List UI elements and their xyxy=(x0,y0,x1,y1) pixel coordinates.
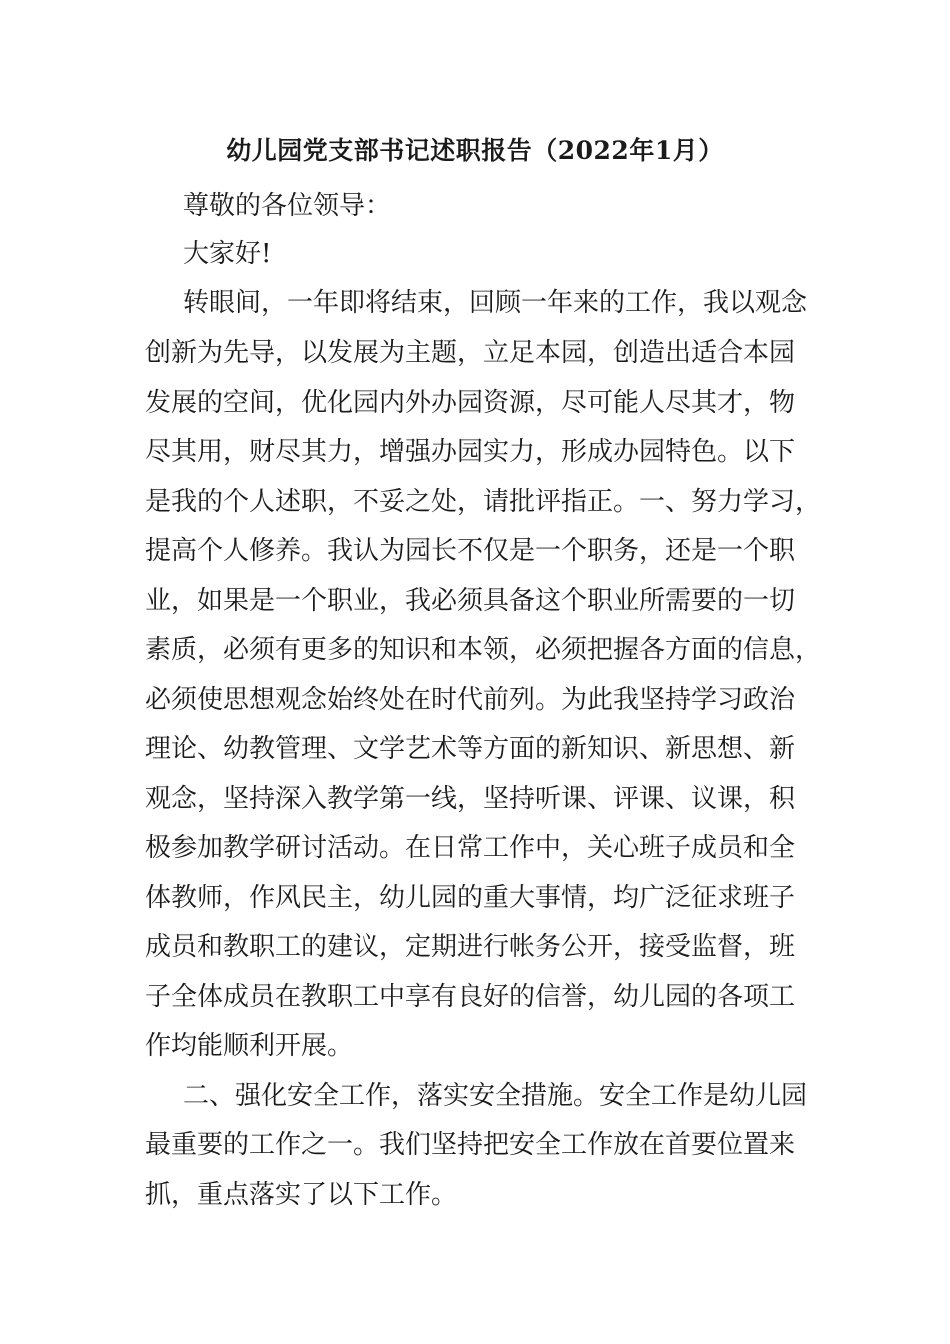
paragraph-line: 子全体成员在教职工中享有良好的信誉，幼儿园的各项工 xyxy=(145,982,796,1012)
paragraph-line: 素质，必须有更多的知识和本领，必须把握各方面的信息， xyxy=(145,635,822,665)
paragraph-line: 业，如果是一个职业，我必须具备这个职业所需要的一切 xyxy=(145,586,796,616)
paragraph-line: 最重要的工作之一。我们坚持把安全工作放在首要位置来 xyxy=(145,1130,796,1160)
greeting: 大家好! xyxy=(183,239,272,269)
paragraph-line: 创新为先导，以发展为主题，立足本园，创造出适合本园 xyxy=(145,338,796,368)
paragraph-line: 尽其用，财尽其力，增强办园实力，形成办园特色。以下 xyxy=(145,437,796,467)
paragraph-line: 是我的个人述职，不妥之处，请批评指正。一、努力学习， xyxy=(145,487,822,517)
paragraph-line: 观念，坚持深入教学第一线，坚持听课、评课、议课，积 xyxy=(145,784,796,814)
paragraph-line: 成员和教职工的建议，定期进行帐务公开，接受监督，班 xyxy=(145,932,796,962)
paragraph-line: 发展的空间，优化园内外办园资源，尽可能人尽其才，物 xyxy=(145,388,796,418)
document-title: 幼儿园党支部书记述职报告（2022年1月） xyxy=(226,136,724,165)
salutation: 尊敬的各位领导： xyxy=(183,191,392,221)
paragraph-line: 二、强化安全工作，落实安全措施。安全工作是幼儿园 xyxy=(183,1081,808,1111)
paragraph-line: 转眼间，一年即将结束，回顾一年来的工作，我以观念 xyxy=(183,288,808,318)
paragraph-line: 极参加教学研讨活动。在日常工作中，关心班子成员和全 xyxy=(145,833,796,863)
paragraph-line: 理论、幼教管理、文学艺术等方面的新知识、新思想、新 xyxy=(145,734,796,764)
paragraph-line: 提高个人修养。我认为园长不仅是一个职务，还是一个职 xyxy=(145,536,796,566)
paragraph-line: 抓，重点落实了以下工作。 xyxy=(145,1180,458,1210)
paragraph-line: 必须使思想观念始终处在时代前列。为此我坚持学习政治 xyxy=(145,685,796,715)
paragraph-line: 体教师，作风民主，幼儿园的重大事情，均广泛征求班子 xyxy=(145,883,796,913)
paragraph-line: 作均能顺利开展。 xyxy=(145,1031,354,1061)
